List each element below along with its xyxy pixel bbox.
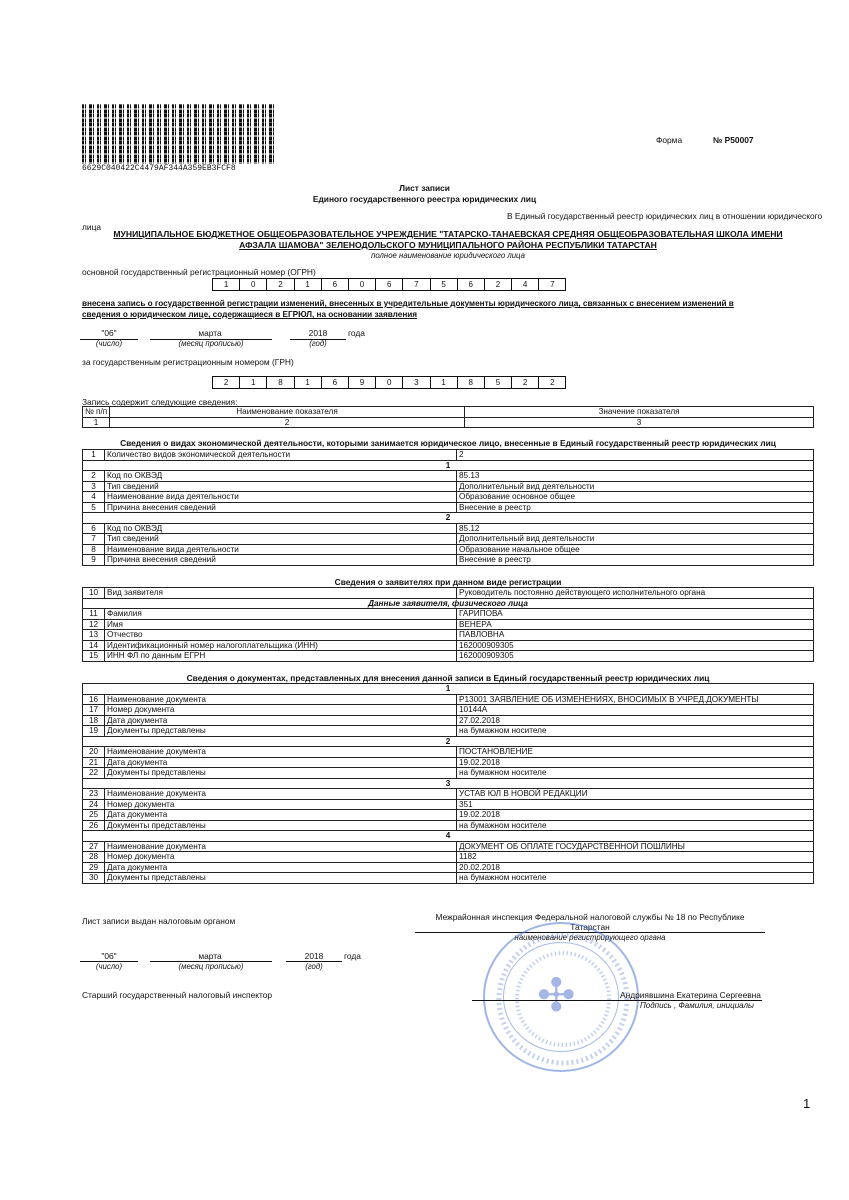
row-value: 20.02.2018 <box>457 862 814 873</box>
table-row <box>83 841 814 852</box>
table-row <box>83 640 814 651</box>
row-value: 10144А <box>457 705 814 716</box>
inspector-name: Андриявшина Екатерина Сергеевна <box>620 990 761 1000</box>
table-row <box>83 630 814 641</box>
date1-year: 2018 <box>308 328 328 338</box>
row-value: Внесение в реестр <box>457 502 814 513</box>
authority-line1: Межрайонная инспекция Федеральной налоговой службы № 18 по Республике <box>435 912 745 922</box>
table-row <box>83 768 814 779</box>
form-number: № Р50007 <box>713 135 754 145</box>
row-label: Наименование вида деятельности <box>105 492 457 503</box>
row-number: 10 <box>83 588 105 599</box>
group-label: 1 <box>83 684 814 695</box>
digit-box: 6 <box>321 278 349 291</box>
row-value: Внесение в реестр <box>457 555 814 566</box>
digit-box: 3 <box>402 376 430 389</box>
row-value: Руководитель постоянно действующего исполнительного органа <box>457 588 814 599</box>
table-row <box>83 862 814 873</box>
row-label: Дата документа <box>105 810 457 821</box>
date1-day: "06" <box>101 328 117 338</box>
table-row <box>83 726 814 737</box>
col-num-index: 1 <box>83 417 110 428</box>
row-value: Образование начальное общее <box>457 544 814 555</box>
row-number: 4 <box>83 492 105 503</box>
digit-box: 5 <box>430 278 458 291</box>
row-label: Фамилия <box>105 609 457 620</box>
date2-day: "06" <box>101 951 117 961</box>
row-value: на бумажном носителе <box>457 768 814 779</box>
table-row <box>83 609 814 620</box>
digit-box: 2 <box>511 376 539 389</box>
section1-title: Сведения о видах экономической деятельности, которыми занимается юридическое лицо, внесенные в Единый государственный реестр юридических лиц <box>120 438 776 448</box>
grn-label: за государственным регистрационным номером (ГРН) <box>82 357 294 367</box>
row-label: Наименование документа <box>105 694 457 705</box>
digit-box: 2 <box>484 278 512 291</box>
row-number: 22 <box>83 768 105 779</box>
row-label: Код по ОКВЭД <box>105 471 457 482</box>
row-number: 23 <box>83 789 105 800</box>
row-number: 24 <box>83 799 105 810</box>
table-row <box>83 471 814 482</box>
digit-box: 2 <box>212 376 240 389</box>
row-number: 2 <box>83 471 105 482</box>
row-number: 26 <box>83 820 105 831</box>
group-row <box>83 460 814 471</box>
digit-box: 0 <box>375 376 403 389</box>
section1-table <box>82 449 814 566</box>
row-label: Наименование документа <box>105 789 457 800</box>
doc-title: Лист записи <box>399 183 450 193</box>
row-number: 8 <box>83 544 105 555</box>
table-row <box>83 651 814 662</box>
row-number: 17 <box>83 705 105 716</box>
row-value: 27.02.2018 <box>457 715 814 726</box>
row-label: Причина внесения сведений <box>105 502 457 513</box>
table-row <box>83 588 814 599</box>
row-number: 28 <box>83 852 105 863</box>
group-row <box>83 513 814 524</box>
row-number: 1 <box>83 450 105 461</box>
digit-box: 2 <box>538 376 566 389</box>
row-number: 3 <box>83 481 105 492</box>
row-number: 20 <box>83 747 105 758</box>
digit-box: 1 <box>294 278 322 291</box>
org-name-line1: МУНИЦИПАЛЬНОЕ БЮДЖЕТНОЕ ОБЩЕОБРАЗОВАТЕЛЬНОЕ УЧРЕЖДЕНИЕ "ТАТАРСКО-ТАНАЕВСКАЯ СРЕДНЯЯ ОБЩЕОБРАЗОВАТЕЛЬНАЯ ШКОЛА ИМЕНИ <box>113 229 783 239</box>
row-number: 9 <box>83 555 105 566</box>
row-label: Имя <box>105 619 457 630</box>
table-row <box>83 450 814 461</box>
row-label: Наименование документа <box>105 841 457 852</box>
col-value-index: 3 <box>465 417 814 428</box>
entry-text-line2: сведения о юридическом лице, содержащиеся в ЕГРЮЛ, на основании заявления <box>82 310 418 319</box>
digit-box: 1 <box>294 376 322 389</box>
row-label: Наименование документа <box>105 747 457 758</box>
row-label: Вид заявителя <box>105 588 457 599</box>
issued-by: Лист записи выдан налоговым органом <box>82 916 236 926</box>
table-row <box>83 492 814 503</box>
row-number: 14 <box>83 640 105 651</box>
table-row <box>83 481 814 492</box>
section2-title: Сведения о заявителях при данном виде регистрации <box>334 577 562 587</box>
date1-year-suffix: года <box>348 328 365 338</box>
intro-text: В Единый государственный реестр юридических лиц в отношении юридического <box>507 211 823 221</box>
col-num-header: № п/п <box>83 407 110 418</box>
ogrn-label: основной государственный регистрационный номер (ОГРН) <box>82 267 316 277</box>
barcode-image <box>82 104 276 164</box>
group-label: 2 <box>83 736 814 747</box>
row-number: 16 <box>83 694 105 705</box>
date2-month: марта <box>198 951 222 961</box>
signature-caption: Подпись , Фамилия, инициалы <box>640 1001 754 1010</box>
group-row <box>83 778 814 789</box>
digit-box: 6 <box>457 278 485 291</box>
row-number: 6 <box>83 523 105 534</box>
col-name-header: Наименование показателя <box>110 407 465 418</box>
row-label: Дата документа <box>105 862 457 873</box>
row-label: Дата документа <box>105 757 457 768</box>
table-row <box>83 810 814 821</box>
section3-table <box>82 683 814 884</box>
row-value: 162000909305 <box>457 640 814 651</box>
header-table <box>82 406 814 428</box>
digit-box: 0 <box>239 278 267 291</box>
row-value: 1182 <box>457 852 814 863</box>
row-number: 15 <box>83 651 105 662</box>
row-number: 5 <box>83 502 105 513</box>
section3-title: Сведения о документах, представленных для внесения данной записи в Единый государственный реестр юридических лиц <box>186 673 710 683</box>
date1-year-caption: (год) <box>309 339 327 348</box>
table-row <box>83 705 814 716</box>
row-label: Дата документа <box>105 715 457 726</box>
record-contains: Запись содержит следующие сведения: <box>82 397 238 407</box>
table-row <box>83 873 814 884</box>
row-value: ПАВЛОВНА <box>457 630 814 641</box>
digit-box: 1 <box>239 376 267 389</box>
table-row <box>83 544 814 555</box>
row-number: 13 <box>83 630 105 641</box>
row-number: 25 <box>83 810 105 821</box>
form-label: Форма <box>656 135 683 145</box>
row-label: Код по ОКВЭД <box>105 523 457 534</box>
digit-box: 5 <box>484 376 512 389</box>
digit-box: 4 <box>511 278 539 291</box>
row-label: Отчество <box>105 630 457 641</box>
table-row <box>83 555 814 566</box>
date1-month: марта <box>198 328 222 338</box>
digit-box: 6 <box>321 376 349 389</box>
row-number: 29 <box>83 862 105 873</box>
group-label: 2 <box>83 513 814 524</box>
row-value: 85.12 <box>457 523 814 534</box>
table-row <box>83 747 814 758</box>
date2-month-caption: (месяц прописью) <box>178 962 244 971</box>
row-label: Тип сведений <box>105 481 457 492</box>
row-value: на бумажном носителе <box>457 873 814 884</box>
row-label: Документы представлены <box>105 820 457 831</box>
org-name-line2: АФЗАЛА ШАМОВА" ЗЕЛЕНОДОЛЬСКОГО МУНИЦИПАЛЬНОГО РАЙОНА РЕСПУБЛИКИ ТАТАРСТАН <box>239 240 657 250</box>
date1-month-caption: (месяц прописью) <box>178 339 244 348</box>
col-name-index: 2 <box>110 417 465 428</box>
group-row <box>83 736 814 747</box>
row-label: Количество видов экономической деятельности <box>105 450 457 461</box>
group-row <box>83 684 814 695</box>
row-number: 11 <box>83 609 105 620</box>
digit-box: 6 <box>375 278 403 291</box>
row-label: Документы представлены <box>105 873 457 884</box>
group-label: Данные заявителя, физического лица <box>83 598 814 609</box>
row-value: ДОКУМЕНТ ОБ ОПЛАТЕ ГОСУДАРСТВЕННОЙ ПОШЛИНЫ <box>457 841 814 852</box>
group-label: 4 <box>83 831 814 842</box>
table-row <box>83 694 814 705</box>
row-number: 12 <box>83 619 105 630</box>
inspector-title: Старший государственный налоговый инспектор <box>82 990 273 1000</box>
table-row <box>83 757 814 768</box>
row-value: 85.13 <box>457 471 814 482</box>
row-value: 2 <box>457 450 814 461</box>
row-number: 27 <box>83 841 105 852</box>
row-value: Р13001 ЗАЯВЛЕНИЕ ОБ ИЗМЕНЕНИЯХ, ВНОСИМЫХ В УЧРЕД.ДОКУМЕНТЫ <box>457 694 814 705</box>
group-row <box>83 598 814 609</box>
official-stamp <box>483 922 639 1072</box>
digit-box: 9 <box>348 376 376 389</box>
row-number: 19 <box>83 726 105 737</box>
row-value: УСТАВ ЮЛ В НОВОЙ РЕДАКЦИИ <box>457 789 814 800</box>
table-row <box>83 852 814 863</box>
row-value: ГАРИПОВА <box>457 609 814 620</box>
row-value: Дополнительный вид деятельности <box>457 534 814 545</box>
group-row <box>83 831 814 842</box>
row-label: ИНН ФЛ по данным ЕГРН <box>105 651 457 662</box>
date2-day-caption: (число) <box>95 962 123 971</box>
table-row <box>83 799 814 810</box>
row-label: Идентификационный номер налогоплательщика (ИНН) <box>105 640 457 651</box>
page-number: 1 <box>803 1096 811 1111</box>
row-number: 21 <box>83 757 105 768</box>
eagle-emblem-icon: ✣ <box>537 969 576 1021</box>
date2-year: 2018 <box>304 951 324 961</box>
row-label: Номер документа <box>105 705 457 716</box>
org-name-caption: полное наименование юридического лица <box>371 251 525 260</box>
row-value: 19.02.2018 <box>457 757 814 768</box>
digit-box: 1 <box>212 278 240 291</box>
table-row <box>83 502 814 513</box>
digit-box: 2 <box>266 278 294 291</box>
row-value: Дополнительный вид деятельности <box>457 481 814 492</box>
row-value: 351 <box>457 799 814 810</box>
row-label: Номер документа <box>105 852 457 863</box>
digit-box: 7 <box>402 278 430 291</box>
date2-year-caption: (год) <box>305 962 323 971</box>
table-row <box>83 523 814 534</box>
group-label: 1 <box>83 460 814 471</box>
doc-subtitle: Единого государственного реестра юридических лиц <box>312 194 537 204</box>
row-label: Наименование вида деятельности <box>105 544 457 555</box>
row-value: ПОСТАНОВЛЕНИЕ <box>457 747 814 758</box>
authority-caption: наименование регистрирующего органа <box>514 933 666 942</box>
row-value: на бумажном носителе <box>457 726 814 737</box>
barcode-text: 6629C040422C4479AF344A359EB3FCF8 <box>82 164 236 173</box>
row-label: Номер документа <box>105 799 457 810</box>
row-value: 162000909305 <box>457 651 814 662</box>
table-row <box>83 534 814 545</box>
date2-year-suffix: года <box>344 951 361 961</box>
row-value: ВЕНЕРА <box>457 619 814 630</box>
intro-cont: лица <box>82 222 102 232</box>
row-number: 18 <box>83 715 105 726</box>
row-label: Документы представлены <box>105 768 457 779</box>
ogrn-boxes <box>213 278 566 291</box>
row-value: 19.02.2018 <box>457 810 814 821</box>
date1-day-caption: (число) <box>95 339 123 348</box>
grn-boxes <box>213 376 566 389</box>
table-row <box>83 820 814 831</box>
digit-box: 1 <box>430 376 458 389</box>
row-label: Документы представлены <box>105 726 457 737</box>
row-value: на бумажном носителе <box>457 820 814 831</box>
row-number: 7 <box>83 534 105 545</box>
digit-box: 8 <box>266 376 294 389</box>
col-value-header: Значение показателя <box>465 407 814 418</box>
entry-text-line1: внесена запись о государственной регистрации изменений, внесенных в учредительные документы юридического лица, связанных с внесением изменений в <box>82 299 734 308</box>
section2-table <box>82 587 814 662</box>
group-label: 3 <box>83 778 814 789</box>
table-row <box>83 715 814 726</box>
row-value: Образование основное общее <box>457 492 814 503</box>
row-number: 30 <box>83 873 105 884</box>
table-row <box>83 619 814 630</box>
row-label: Тип сведений <box>105 534 457 545</box>
digit-box: 7 <box>538 278 566 291</box>
table-row <box>83 789 814 800</box>
digit-box: 0 <box>348 278 376 291</box>
authority-line2: Татарстан <box>570 922 610 932</box>
row-label: Причина внесения сведений <box>105 555 457 566</box>
digit-box: 8 <box>457 376 485 389</box>
